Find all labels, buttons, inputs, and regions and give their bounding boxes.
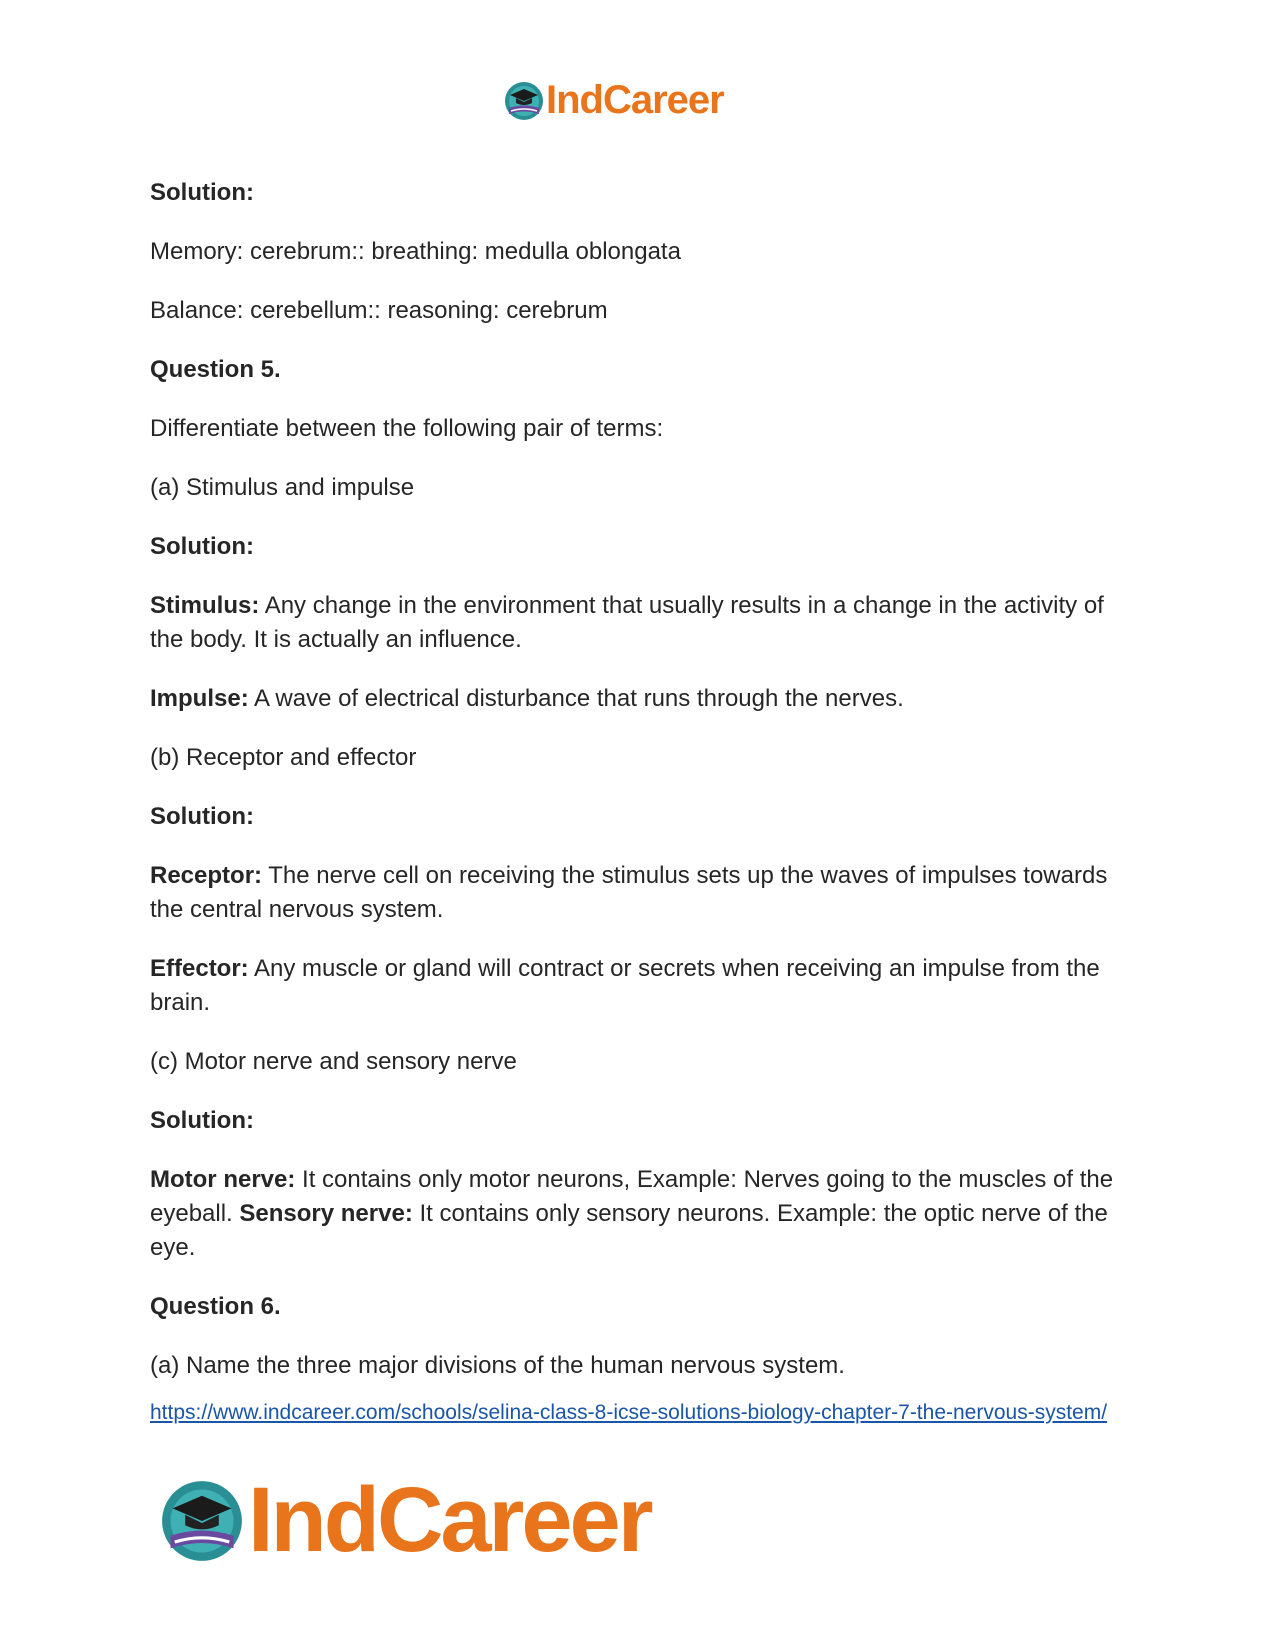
term-label: Effector: <box>150 955 249 982</box>
definition-paragraph <box>150 1163 1125 1265</box>
term-definition: A wave of electrical disturbance that runs through the nerves. <box>248 685 904 712</box>
term-label: Motor nerve: <box>150 1166 296 1193</box>
term-label: Receptor: <box>150 862 263 889</box>
term-definition: The nerve cell on receiving the stimulus sets up the waves of impulses towards the central nervous system. <box>150 862 1108 923</box>
header-logo <box>504 78 724 123</box>
definition-paragraph <box>150 589 1125 657</box>
logo-wordmark: IndCareer <box>546 78 724 122</box>
term-label: Sensory nerve: <box>239 1200 413 1227</box>
term-label: Stimulus: <box>150 592 260 619</box>
solution-heading: Solution: <box>150 533 254 560</box>
solution-heading: Solution: <box>150 803 254 830</box>
definition-paragraph <box>150 859 1125 927</box>
sub-question: (b) Receptor and effector <box>150 744 417 771</box>
analogy-line: Balance: cerebellum:: reasoning: cerebrum <box>150 297 608 324</box>
graduation-book-logo-icon <box>504 81 544 121</box>
term-definition: Any change in the environment that usually results in a change in the activity of the body. It is actually an influence. <box>150 592 1104 653</box>
sub-question: (a) Name the three major divisions of the human nervous system. <box>150 1352 845 1379</box>
question-heading: Question 5. <box>150 356 281 383</box>
document-body <box>150 176 1125 1408</box>
term-definition: It contains only sensory neurons. Example: the optic nerve of the eye. <box>150 1200 1108 1261</box>
logo-wordmark: IndCareer <box>248 1469 651 1571</box>
question-text: Differentiate between the following pair of terms: <box>150 415 664 442</box>
term-definition: Any muscle or gland will contract or secrets when receiving an impulse from the brain. <box>150 955 1100 1016</box>
term-definition: It contains only motor neurons, Example: Nerves going to the muscles of the eyeball. <box>150 1166 1114 1227</box>
source-url-link[interactable]: https://www.indcareer.com/schools/selina-class-8-icse-solutions-biology-chapter-7-the-nervous-system/ <box>150 1401 1108 1424</box>
solution-heading: Solution: <box>150 1107 254 1134</box>
definition-paragraph <box>150 952 1125 1020</box>
definition-paragraph <box>150 682 1125 716</box>
analogy-line: Memory: cerebrum:: breathing: medulla oblongata <box>150 238 681 265</box>
graduation-book-logo-icon <box>160 1479 244 1563</box>
sub-question: (c) Motor nerve and sensory nerve <box>150 1048 517 1075</box>
term-label: Impulse: <box>150 685 249 712</box>
question-heading: Question 6. <box>150 1293 281 1320</box>
footer-logo <box>160 1468 651 1573</box>
solution-heading: Solution: <box>150 179 254 206</box>
sub-question: (a) Stimulus and impulse <box>150 474 415 501</box>
